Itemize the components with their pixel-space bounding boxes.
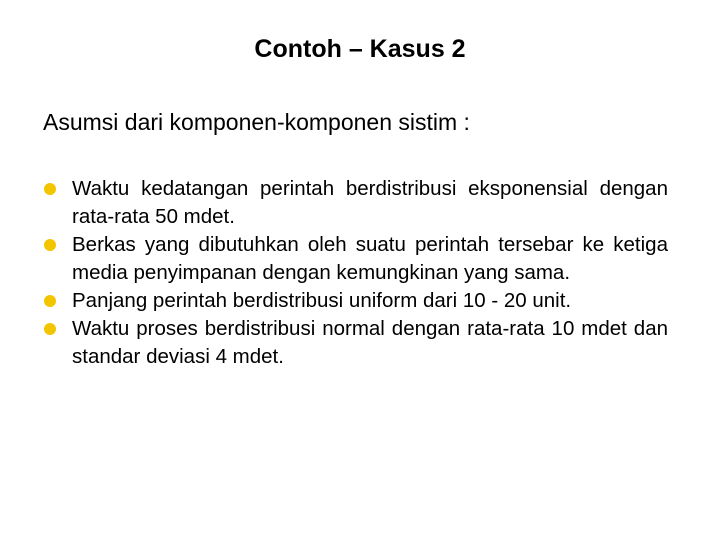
bullet-dot-icon bbox=[44, 323, 56, 335]
slide-title: Contoh – Kasus 2 bbox=[254, 35, 466, 63]
bullet-item bbox=[44, 231, 668, 287]
bullet-text: Berkas yang dibutuhkan oleh suatu perintah tersebar ke ketiga media penyimpanan dengan kemungkinan yang sama. bbox=[72, 233, 668, 284]
bullet-text: Panjang perintah berdistribusi uniform dari 10 - 20 unit. bbox=[72, 289, 572, 312]
bullet-text: Waktu proses berdistribusi normal dengan rata-rata 10 mdet dan standar deviasi 4 mdet. bbox=[72, 317, 668, 368]
bullet-item bbox=[44, 287, 668, 315]
bullet-list bbox=[44, 175, 668, 371]
bullet-dot-icon bbox=[44, 183, 56, 195]
bullet-dot-icon bbox=[44, 295, 56, 307]
bullet-dot-icon bbox=[44, 239, 56, 251]
bullet-text: Waktu kedatangan perintah berdistribusi eksponensial dengan rata-rata 50 mdet. bbox=[72, 177, 668, 228]
intro-text: Asumsi dari komponen-komponen sistim : bbox=[43, 109, 470, 135]
bullet-item bbox=[44, 315, 668, 371]
bullet-item bbox=[44, 175, 668, 231]
